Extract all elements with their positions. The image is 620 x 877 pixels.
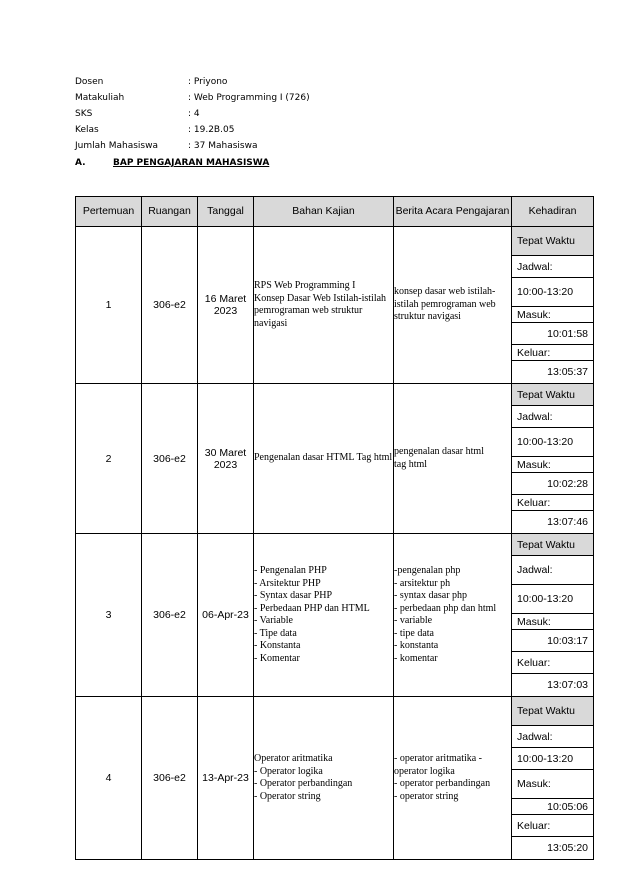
bahan-text: - Pengenalan PHP - Arsitektur PHP - Syntax dasar PHP - Perbedaan PHP dan HTML - Variable - Tipe data - Konstanta - Komentar <box>254 565 370 664</box>
cell-tanggal: 16 Maret 2023 <box>198 227 254 384</box>
berita-text: konsep dasar web istilah-istilah pemrograman web struktur navigasi <box>394 286 496 323</box>
info-row-kelas <box>75 122 310 138</box>
info-value: : Priyono <box>188 77 228 87</box>
jadwal-label: Jadwal: <box>512 726 593 748</box>
cell-bahan-kajian <box>254 697 394 860</box>
info-value: : 37 Mahasiswa <box>188 141 258 151</box>
cell-pertemuan: 1 <box>76 227 142 384</box>
berita-text: -pengenalan php - arsitektur ph - syntax dasar php - perbedaan php dan html - variable - tipe data - konstanta - komentar <box>394 565 497 664</box>
header-bahan-kajian: Bahan Kajian <box>254 197 394 227</box>
status-badge: Tepat Waktu <box>512 227 593 256</box>
info-label: Dosen <box>75 77 104 87</box>
cell-bahan-kajian <box>254 384 394 534</box>
info-row-jumlah <box>75 138 310 154</box>
jadwal-value: 10:00-13:20 <box>512 585 593 614</box>
masuk-value: 10:01:58 <box>512 323 593 345</box>
info-label: Jumlah Mahasiswa <box>75 141 158 151</box>
keluar-label: Keluar: <box>512 345 593 361</box>
masuk-label: Masuk: <box>512 614 593 630</box>
masuk-label: Masuk: <box>512 307 593 323</box>
jadwal-label: Jadwal: <box>512 256 593 278</box>
masuk-value: 10:03:17 <box>512 630 593 652</box>
cell-kehadiran <box>512 697 594 860</box>
bahan-text: Operator aritmatika - Operator logika - Operator perbandingan - Operator string <box>254 753 353 802</box>
cell-berita-acara <box>394 227 512 384</box>
keluar-label: Keluar: <box>512 495 593 511</box>
jadwal-value: 10:00-13:20 <box>512 748 593 770</box>
table-row <box>76 384 594 534</box>
cell-tanggal: 30 Maret 2023 <box>198 384 254 534</box>
table-row <box>76 227 594 384</box>
info-value: : 4 <box>188 109 200 119</box>
masuk-label: Masuk: <box>512 770 593 799</box>
cell-berita-acara <box>394 697 512 860</box>
cell-kehadiran <box>512 384 594 534</box>
cell-kehadiran <box>512 227 594 384</box>
cell-pertemuan: 3 <box>76 534 142 697</box>
bahan-text: Pengenalan dasar HTML Tag html <box>254 452 393 464</box>
status-badge: Tepat Waktu <box>512 534 593 556</box>
info-row-matakuliah <box>75 90 310 106</box>
keluar-value: 13:05:37 <box>547 366 588 378</box>
jadwal-value: 10:00-13:20 <box>512 428 593 457</box>
info-row-sks <box>75 106 310 122</box>
jadwal-label: Jadwal: <box>512 406 593 428</box>
cell-ruangan: 306-e2 <box>142 697 198 860</box>
berita-text: - operator aritmatika - operator logika - operator perbandingan - operator string <box>394 753 491 802</box>
info-row-dosen <box>75 74 310 90</box>
cell-berita-acara <box>394 384 512 534</box>
table-row <box>76 534 594 697</box>
keluar-value: 13:05:20 <box>547 842 588 854</box>
cell-pertemuan: 2 <box>76 384 142 534</box>
section-heading <box>75 158 269 168</box>
header-pertemuan: Pertemuan <box>76 197 142 227</box>
bap-table <box>75 196 594 860</box>
info-label: SKS <box>75 109 93 119</box>
course-info <box>75 74 310 154</box>
cell-ruangan: 306-e2 <box>142 227 198 384</box>
info-value: : 19.2B.05 <box>188 125 235 135</box>
cell-tanggal: 06-Apr-23 <box>198 534 254 697</box>
cell-bahan-kajian <box>254 534 394 697</box>
keluar-label: Keluar: <box>512 652 593 674</box>
cell-berita-acara <box>394 534 512 697</box>
cell-ruangan: 306-e2 <box>142 534 198 697</box>
keluar-label: Keluar: <box>512 815 593 837</box>
info-label: Kelas <box>75 125 99 135</box>
cell-pertemuan: 4 <box>76 697 142 860</box>
cell-ruangan: 306-e2 <box>142 384 198 534</box>
masuk-label: Masuk: <box>512 457 593 473</box>
cell-tanggal: 13-Apr-23 <box>198 697 254 860</box>
header-ruangan: Ruangan <box>142 197 198 227</box>
info-label: Matakuliah <box>75 93 125 103</box>
keluar-value: 13:07:03 <box>547 679 588 691</box>
cell-bahan-kajian <box>254 227 394 384</box>
jadwal-value: 10:00-13:20 <box>512 278 593 307</box>
header-berita-acara: Berita Acara Pengajaran <box>394 197 512 227</box>
section-title: BAP PENGAJARAN MAHASISWA <box>113 158 270 168</box>
berita-text: pengenalan dasar html tag html <box>394 446 484 470</box>
section-number: A. <box>75 158 86 168</box>
jadwal-label: Jadwal: <box>512 556 593 585</box>
table-row <box>76 697 594 860</box>
cell-kehadiran <box>512 534 594 697</box>
status-badge: Tepat Waktu <box>512 697 593 726</box>
masuk-value: 10:05:06 <box>512 799 593 815</box>
keluar-value: 13:07:46 <box>547 516 588 528</box>
status-badge: Tepat Waktu <box>512 384 593 406</box>
info-value: : Web Programming I (726) <box>188 93 310 103</box>
table-header-row <box>76 197 594 227</box>
header-tanggal: Tanggal <box>198 197 254 227</box>
bahan-text: RPS Web Programming I Konsep Dasar Web Istilah-istilah pemrograman web struktur navigasi <box>254 280 387 329</box>
header-kehadiran: Kehadiran <box>512 197 594 227</box>
masuk-value: 10:02:28 <box>512 473 593 495</box>
